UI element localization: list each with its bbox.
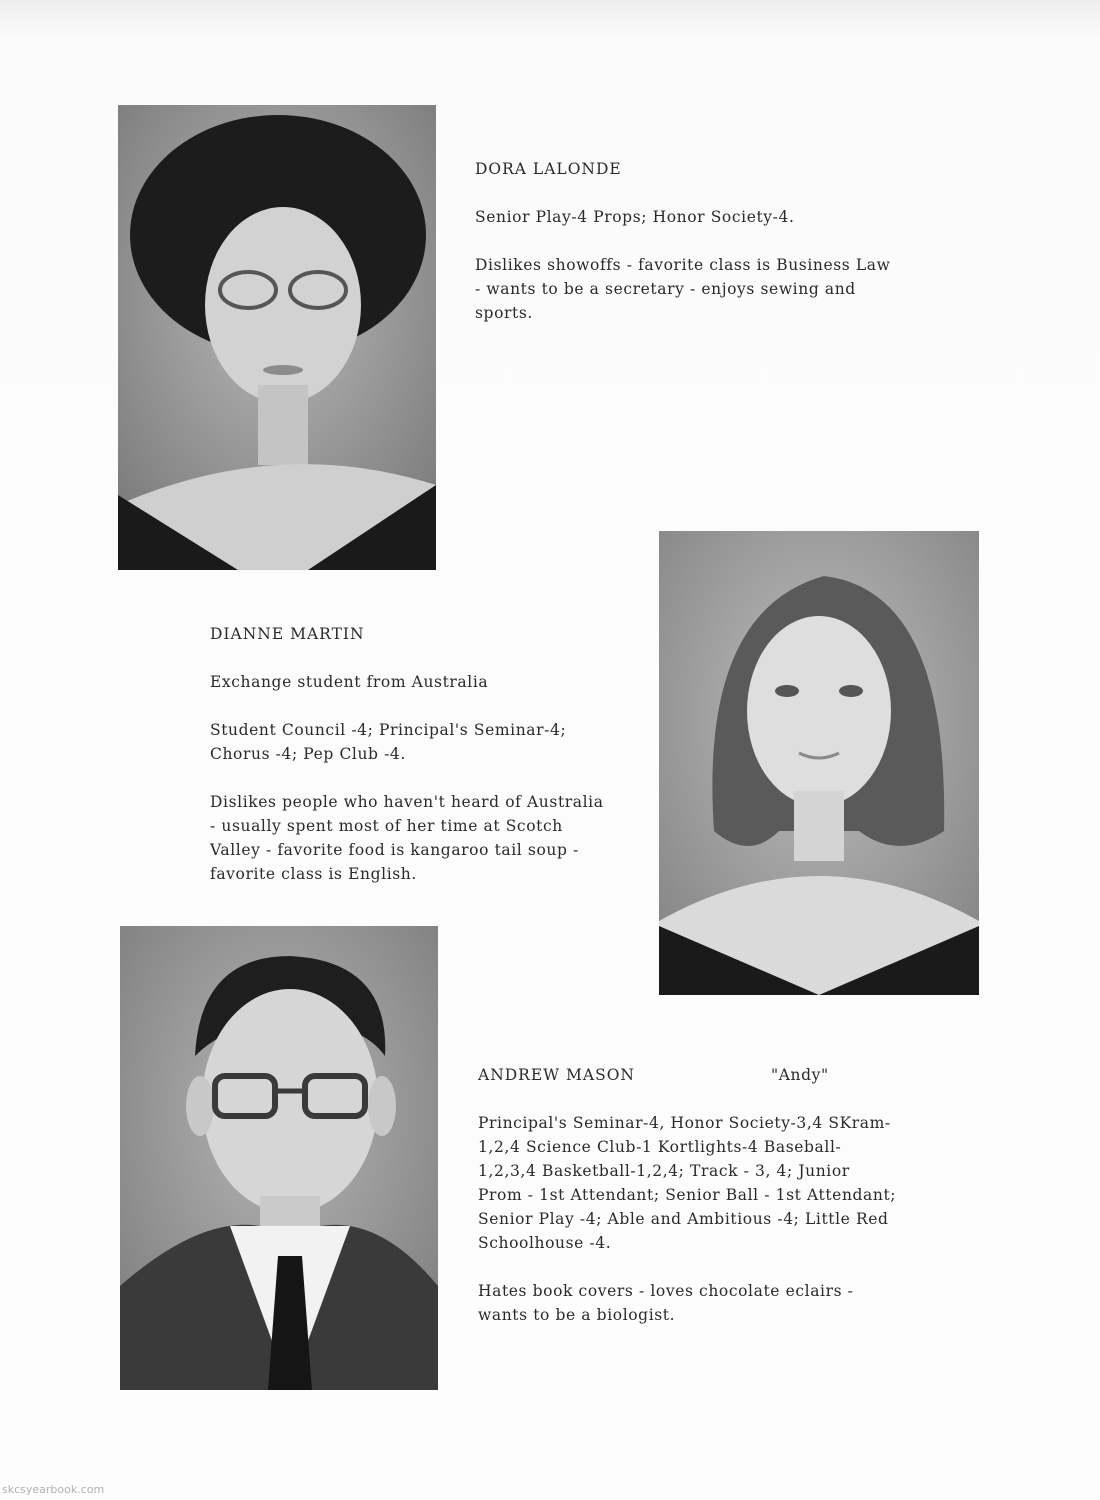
student-bio: Dislikes showoffs - favorite class is Business Law - wants to be a secretary - enjoys sewing and sports. (475, 256, 891, 322)
student-activities: Student Council -4; Principal's Seminar-4; Chorus -4; Pep Club -4. (210, 721, 567, 763)
student-note: Exchange student from Australia (210, 673, 489, 691)
student-name: DORA LALONDE (475, 160, 622, 178)
student-activities: Principal's Seminar-4, Honor Society-3,4 SKram-1,2,4 Science Club-1 Kortlights-4 Baseball-1,2,3,4 Basketball-1,2,4; Track - 3, 4; Junior Prom - 1st Attendant; Senior Ball - 1st Attendant; Senior Play -4; Able and Ambitious -4; Little Red Schoolhouse -4. (478, 1114, 897, 1252)
portrait-dora-lalonde (118, 105, 436, 570)
portrait-andrew-mason (120, 926, 438, 1390)
student-entry-2 (210, 622, 610, 910)
student-name: DIANNE MARTIN (210, 625, 365, 643)
student-entry-3 (478, 1063, 898, 1351)
student-entry-1 (475, 157, 895, 349)
student-nickname: "Andy" (771, 1066, 829, 1084)
student-name: ANDREW MASON (478, 1066, 635, 1084)
watermark-text: skcsyearbook.com (2, 1483, 105, 1496)
student-bio: Hates book covers - loves chocolate eclairs - wants to be a biologist. (478, 1282, 854, 1324)
portrait-dianne-martin (659, 531, 979, 995)
student-activities: Senior Play-4 Props; Honor Society-4. (475, 208, 795, 226)
student-bio: Dislikes people who haven't heard of Australia - usually spent most of her time at Scotch Valley - favorite food is kangaroo tail soup - favorite class is English. (210, 793, 604, 883)
